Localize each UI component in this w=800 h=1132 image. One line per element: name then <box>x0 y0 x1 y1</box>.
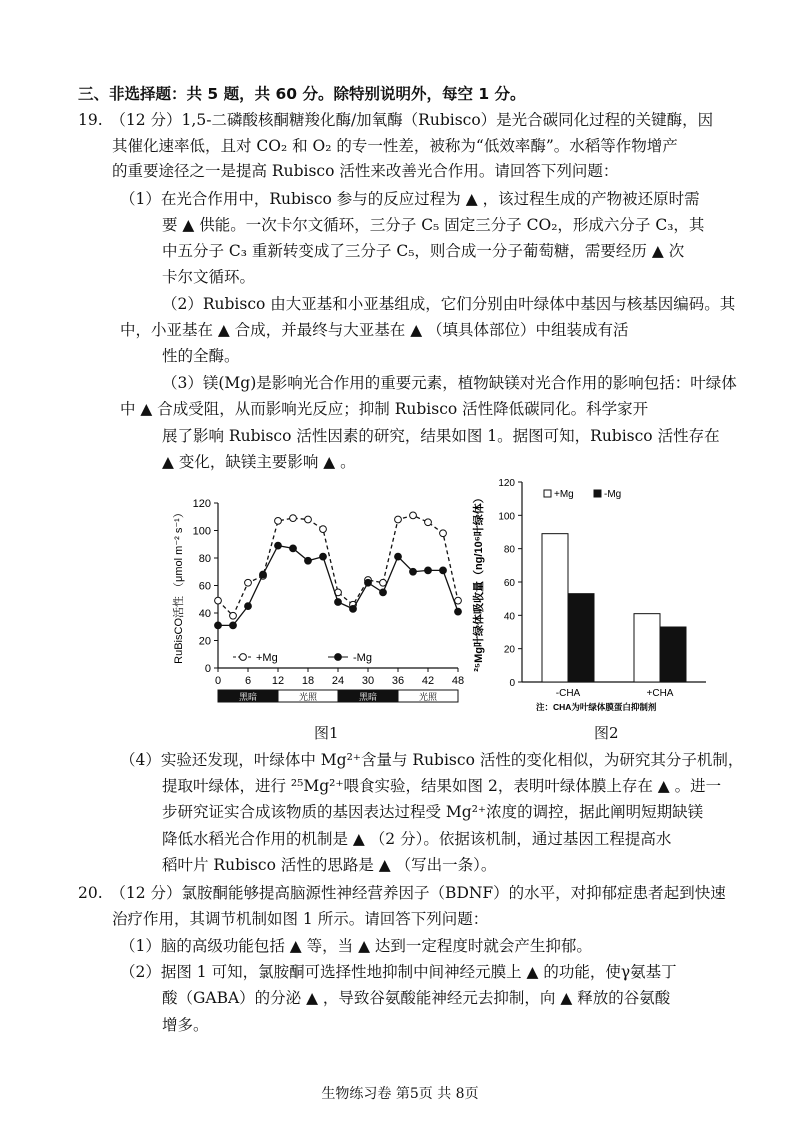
text-line: 要 ▲ 供能。一次卡尔文循环，三分子 C₅ 固定三分子 CO₂，形成六分子 C₃，其 <box>162 216 705 234</box>
data-point-minus-mg <box>245 603 252 610</box>
data-point-plus-mg <box>230 612 237 619</box>
y-axis-label: RuBisCO活性 （μmol m⁻² s⁻¹） <box>173 507 185 664</box>
x-tick-label: 12 <box>271 675 285 687</box>
figure-1-chart <box>160 488 480 728</box>
text-line: （1）在光合作用中，Rubisco 参与的反应过程为 ▲ ，该过程生成的产物被还原时需 <box>120 190 700 208</box>
x-tick-label: 24 <box>331 675 345 687</box>
x-tick-label: 6 <box>244 675 252 687</box>
x-tick-label: 42 <box>421 675 435 687</box>
figure-1 <box>160 488 480 728</box>
text-line: （2）Rubisco 由大亚基和小亚基组成，它们分别由叶绿体中基因与核基因编码。其 <box>162 295 736 313</box>
data-point-plus-mg <box>395 516 402 523</box>
page-footer: 生物练习卷 第5页 共 8页 <box>321 1086 479 1102</box>
data-point-plus-mg <box>410 512 417 519</box>
legend-label-plus-mg: +Mg <box>256 652 278 664</box>
x-tick-label: 48 <box>451 675 465 687</box>
y-tick-label: 0 <box>509 678 515 689</box>
legend-label-minus-mg: -Mg <box>353 652 372 664</box>
photoperiod-label: 光照 <box>418 693 438 703</box>
text-line: 治疗作用，其调节机制如图 1 所示。请回答下列问题： <box>112 910 489 928</box>
text-line: 增多。 <box>162 1016 209 1034</box>
y-tick-label: 40 <box>503 611 515 623</box>
figure-1-caption: 图1 <box>314 724 339 742</box>
y-tick-label: 120 <box>192 498 211 510</box>
data-point-minus-mg <box>350 605 357 612</box>
legend-marker-plus-mg <box>240 654 247 661</box>
data-point-plus-mg <box>440 530 447 537</box>
data-point-minus-mg <box>365 579 372 586</box>
bar-plus-mg <box>542 534 568 682</box>
data-point-minus-mg <box>380 589 387 596</box>
text-line: 性的全酶。 <box>162 347 240 365</box>
data-point-plus-mg <box>215 597 222 604</box>
data-point-plus-mg <box>275 517 282 524</box>
data-point-minus-mg <box>275 542 282 549</box>
x-tick-label: +CHA <box>646 688 674 699</box>
text-line: 酸（GABA）的分泌 ▲ ，导致谷氨酸能神经元去抑制，向 ▲ 释放的谷氨酸 <box>162 989 671 1007</box>
figure-2 <box>466 478 716 718</box>
x-tick-label: 18 <box>301 675 315 687</box>
text-line: 步研究证实合成该物质的基因表达过程受 Mg²⁺浓度的调控，据此阐明短期缺镁 <box>162 803 704 821</box>
series-line-minus-mg <box>218 546 458 626</box>
y-tick-label: 120 <box>498 478 515 489</box>
x-tick-label: 0 <box>214 675 222 687</box>
y-axis-label: ²⁵Mg叶绿体吸收量（ng/10⁶叶绿体） <box>473 492 485 672</box>
y-tick-label: 40 <box>198 608 211 620</box>
legend-label-minus-mg: -Mg <box>604 489 622 500</box>
text-line: （3）镁(Mg)是影响光合作用的重要元素，植物缺镁对光合作用的影响包括：叶绿体 <box>162 374 737 392</box>
y-tick-label: 60 <box>198 580 211 593</box>
y-tick-label: 100 <box>192 525 211 538</box>
text-line: （2）据图 1 可知，氯胺酮可选择性地抑制中间神经元膜上 ▲ 的功能，使γ氨基丁 <box>120 963 677 981</box>
y-tick-label: 80 <box>503 544 515 556</box>
photoperiod-label: 光照 <box>298 693 318 703</box>
data-point-minus-mg <box>320 553 327 560</box>
data-point-plus-mg <box>245 579 252 586</box>
data-point-minus-mg <box>305 557 312 564</box>
data-point-minus-mg <box>455 608 462 615</box>
figure-note: 注：CHA为叶绿体膜蛋白抑制剂 <box>536 702 657 712</box>
text-line: 其催化速率低，且对 CO₂ 和 O₂ 的专一性差，被称为“低效率酶”。水稻等作物增产 <box>112 137 678 155</box>
y-tick-label: 20 <box>198 635 211 648</box>
legend-marker-minus-mg <box>335 654 342 661</box>
text-line: 中，小亚基在 ▲ 合成，并最终与大亚基在 ▲ （填具体部位）中组装成有活 <box>120 321 629 339</box>
y-tick-label: 20 <box>503 644 515 656</box>
data-point-minus-mg <box>395 553 402 560</box>
text-line: ▲ 变化，缺镁主要影响 ▲ 。 <box>162 453 356 471</box>
x-tick-label: -CHA <box>555 688 581 699</box>
data-point-minus-mg <box>290 545 297 552</box>
text-line: 的重要途径之一是提高 Rubisco 活性来改善光合作用。请回答下列问题： <box>112 162 619 180</box>
y-tick-label: 60 <box>503 578 515 589</box>
data-point-plus-mg <box>425 519 432 526</box>
data-point-minus-mg <box>440 567 447 574</box>
data-point-plus-mg <box>305 516 312 523</box>
x-tick-label: 30 <box>361 675 375 687</box>
text-line: 20. （12 分）氯胺酮能够提高脑源性神经营养因子（BDNF）的水平，对抑郁症患者起到快速 <box>78 884 726 902</box>
bar-minus-mg <box>660 627 686 682</box>
data-point-minus-mg <box>425 567 432 574</box>
legend-swatch-plus-mg <box>544 490 551 497</box>
text-line: 卡尔文循环。 <box>162 268 256 286</box>
photoperiod-label: 黑暗 <box>238 693 258 703</box>
photoperiod-label: 黑暗 <box>358 693 378 703</box>
text-line: 19. （12 分）1,5-二磷酸核酮糖羧化酶/加氧酶（Rubisco）是光合碳同化过程的关键酶，因 <box>78 111 714 129</box>
data-point-plus-mg <box>455 597 462 604</box>
data-point-minus-mg <box>260 571 267 578</box>
y-tick-label: 100 <box>498 511 515 523</box>
text-line: 稻叶片 Rubisco 活性的思路是 ▲ （写出一条）。 <box>162 856 497 874</box>
text-line: （4）实验还发现，叶绿体中 Mg²⁺含量与 Rubisco 活性的变化相似，为研究其分子机制， <box>120 751 744 769</box>
figure-2-caption: 图2 <box>594 724 619 742</box>
data-point-plus-mg <box>290 515 297 522</box>
text-line: 中 ▲ 合成受阻，从而影响光反应；抑制 Rubisco 活性降低碳同化。科学家开 <box>120 400 649 418</box>
text-line: 中五分子 C₃ 重新转变成了三分子 C₅，则合成一分子葡萄糖，需要经历 ▲ 次 <box>162 242 685 260</box>
data-point-minus-mg <box>215 622 222 629</box>
data-point-minus-mg <box>335 599 342 606</box>
figure-2-chart <box>466 478 716 718</box>
data-point-minus-mg <box>410 568 417 575</box>
y-tick-label: 80 <box>198 553 211 565</box>
y-tick-label: 0 <box>204 663 211 675</box>
section-header: 三、非选择题：共 5 题，共 60 分。除特别说明外，每空 1 分。 <box>78 85 526 103</box>
bar-minus-mg <box>568 594 594 682</box>
text-line: 提取叶绿体，进行 ²⁵Mg²⁺喂食实验，结果如图 2，表明叶绿体膜上存在 ▲ 。进一 <box>162 777 722 795</box>
text-line: 展了影响 Rubisco 活性因素的研究，结果如图 1。据图可知，Rubisco 活性存在 <box>162 427 720 445</box>
x-tick-label: 36 <box>391 675 405 687</box>
data-point-plus-mg <box>320 526 327 533</box>
bar-plus-mg <box>634 614 660 682</box>
legend-swatch-minus-mg <box>594 490 601 497</box>
text-line: 降低水稻光合作用的机制是 ▲ （2 分）。依据该机制，通过基因工程提高水 <box>162 830 672 848</box>
text-line: （1）脑的高级功能包括 ▲ 等，当 ▲ 达到一定程度时就会产生抑郁。 <box>120 937 592 955</box>
legend-label-plus-mg: +Mg <box>554 489 574 500</box>
data-point-minus-mg <box>230 622 237 629</box>
